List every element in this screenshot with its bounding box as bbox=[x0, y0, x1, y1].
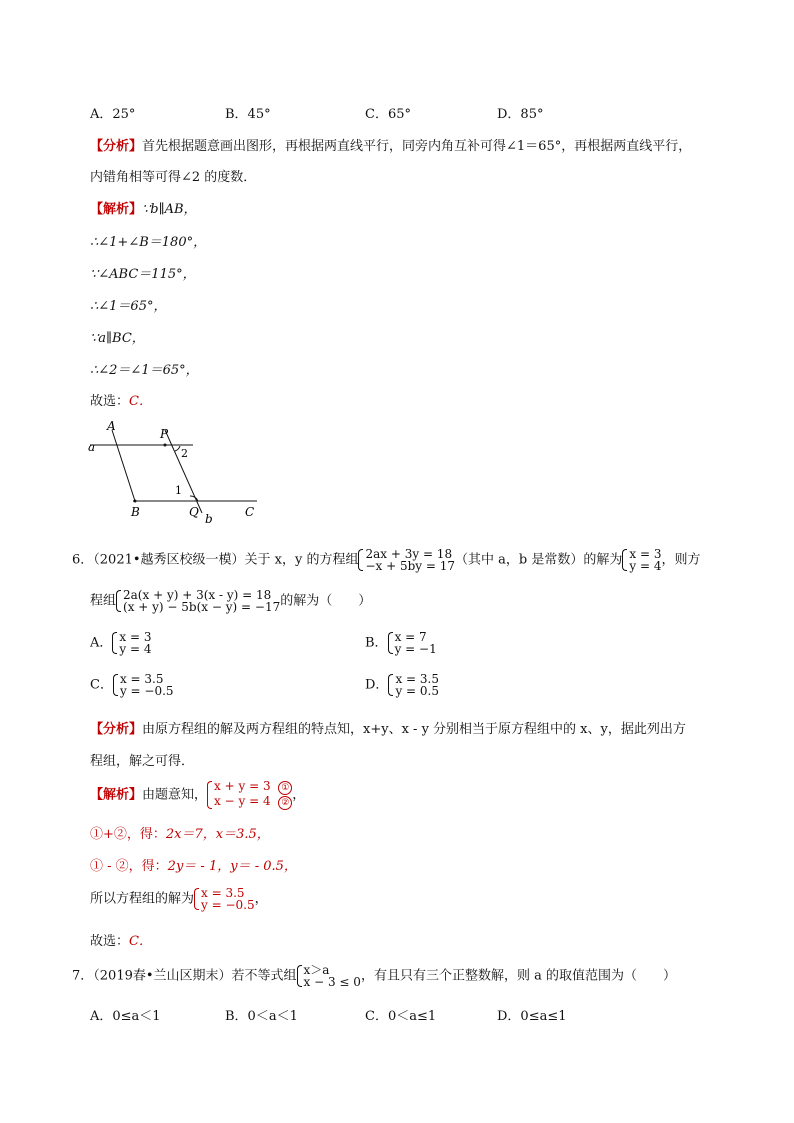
label-A: A bbox=[107, 419, 116, 433]
q6-system2: 2a(x + y) + 3(x - y) = 18 (x + y) − 5b(x − y) = −17 bbox=[116, 589, 280, 613]
solution-tag: 【解析】 bbox=[90, 202, 143, 217]
solution-step: ∵b∥AB， bbox=[142, 202, 197, 217]
q6-step1: ①+②，得：2x＝7，x＝3.5， bbox=[90, 827, 270, 842]
q6-analysis: 【分析】由原方程组的解及两方程组的特点知，x+y、x - y 分别相当于原方程组中的 x、y，据此列出方 bbox=[90, 722, 686, 737]
q5-option-d: D．85° bbox=[497, 107, 544, 122]
label-P: P bbox=[160, 427, 169, 441]
analysis-text: 首先根据题意画出图形，再根据两直线平行，同旁内角互补可得∠1＝65°，再根据两直线平行， bbox=[142, 139, 692, 154]
label-2: 2 bbox=[181, 447, 188, 460]
q6-stem-line1 bbox=[72, 548, 701, 572]
circle-2: ② bbox=[278, 796, 292, 810]
q5-analysis bbox=[90, 135, 691, 154]
q6-solution1: x = 3 y = 4 bbox=[622, 548, 661, 572]
analysis-tag: 【分析】 bbox=[90, 139, 143, 154]
q6-mid1: （其中 a，b 是常数）的解为 bbox=[455, 552, 623, 568]
q6-final: 所以方程组的解为 x = 3.5 y = −0.5 ， bbox=[90, 886, 268, 912]
q6-choose: 故选：C． bbox=[90, 934, 152, 949]
q6-option-a: A． x = 3 y = 4 bbox=[90, 630, 152, 656]
q5-solution-line6: ∴∠2＝∠1＝65°， bbox=[90, 363, 199, 378]
q6-system1: 2ax + 3y = 18 −x + 5by = 17 bbox=[358, 548, 455, 572]
label-a: a bbox=[88, 440, 96, 454]
q6-step2: ① - ②，得：2y＝ - 1，y＝ - 0.5， bbox=[90, 859, 297, 874]
q6-option-c: C． x = 3.5 y = −0.5 bbox=[90, 672, 174, 698]
q6-prefix: 6．（2021•越秀区校级一模）关于 x，y 的方程组 bbox=[72, 552, 359, 568]
q6-option-d: D． x = 3.5 y = 0.5 bbox=[365, 672, 439, 698]
q6-stem-line2 bbox=[90, 589, 371, 613]
q7-option-b: B．0＜a＜1 bbox=[225, 1009, 298, 1024]
q6-option-b: B． x = 7 y = −1 bbox=[365, 630, 437, 656]
q7-option-d: D．0≤a≤1 bbox=[497, 1009, 567, 1024]
q5-analysis-line2: 内错角相等可得∠2 的度数． bbox=[90, 170, 257, 185]
choose-prefix: 故选： bbox=[90, 394, 130, 409]
parallel-lines-figure bbox=[85, 418, 265, 528]
q5-choose bbox=[90, 390, 152, 409]
label-Q: Q bbox=[189, 505, 199, 519]
circle-1: ① bbox=[278, 781, 292, 795]
q7-option-c: C．0＜a≤1 bbox=[365, 1009, 437, 1024]
choose-answer: C． bbox=[129, 394, 152, 409]
q6-mid2: ，则方 bbox=[661, 552, 701, 568]
q7-option-a: A．0≤a＜1 bbox=[90, 1009, 161, 1024]
q5-option-c: C．65° bbox=[365, 107, 411, 122]
label-b: b bbox=[205, 512, 213, 526]
q6-line2-prefix: 程组 bbox=[90, 593, 117, 609]
q6-solution-line1: 【解析】由题意知， x + y = 3 ① x − y = 4 ② ， bbox=[90, 779, 306, 808]
q5-option-b: B．45° bbox=[225, 107, 271, 122]
label-B: B bbox=[131, 505, 140, 519]
label-1: 1 bbox=[175, 484, 182, 497]
q5-option-a: A．25° bbox=[90, 107, 136, 122]
q6-analysis-line2: 程组，解之可得． bbox=[90, 754, 195, 769]
line-ab bbox=[112, 430, 135, 501]
q5-solution-line4: ∴∠1＝65°， bbox=[90, 299, 167, 314]
q5-solution-line1 bbox=[90, 198, 197, 217]
q5-solution-line2: ∴∠1+∠B＝180°， bbox=[90, 235, 207, 250]
q7-stem: 7．（2019春•兰山区期末）若不等式组 x＞a x − 3 ≤ 0 ，有且只有三个正整数解，则 a 的取值范围为（ ） bbox=[72, 963, 676, 989]
q5-solution-line3: ∵∠ABC＝115°， bbox=[90, 267, 196, 282]
q6-line2-suffix: 的解为（ ） bbox=[280, 593, 372, 609]
label-C: C bbox=[245, 505, 255, 519]
q5-solution-line5: ∵a∥BC， bbox=[90, 331, 145, 346]
